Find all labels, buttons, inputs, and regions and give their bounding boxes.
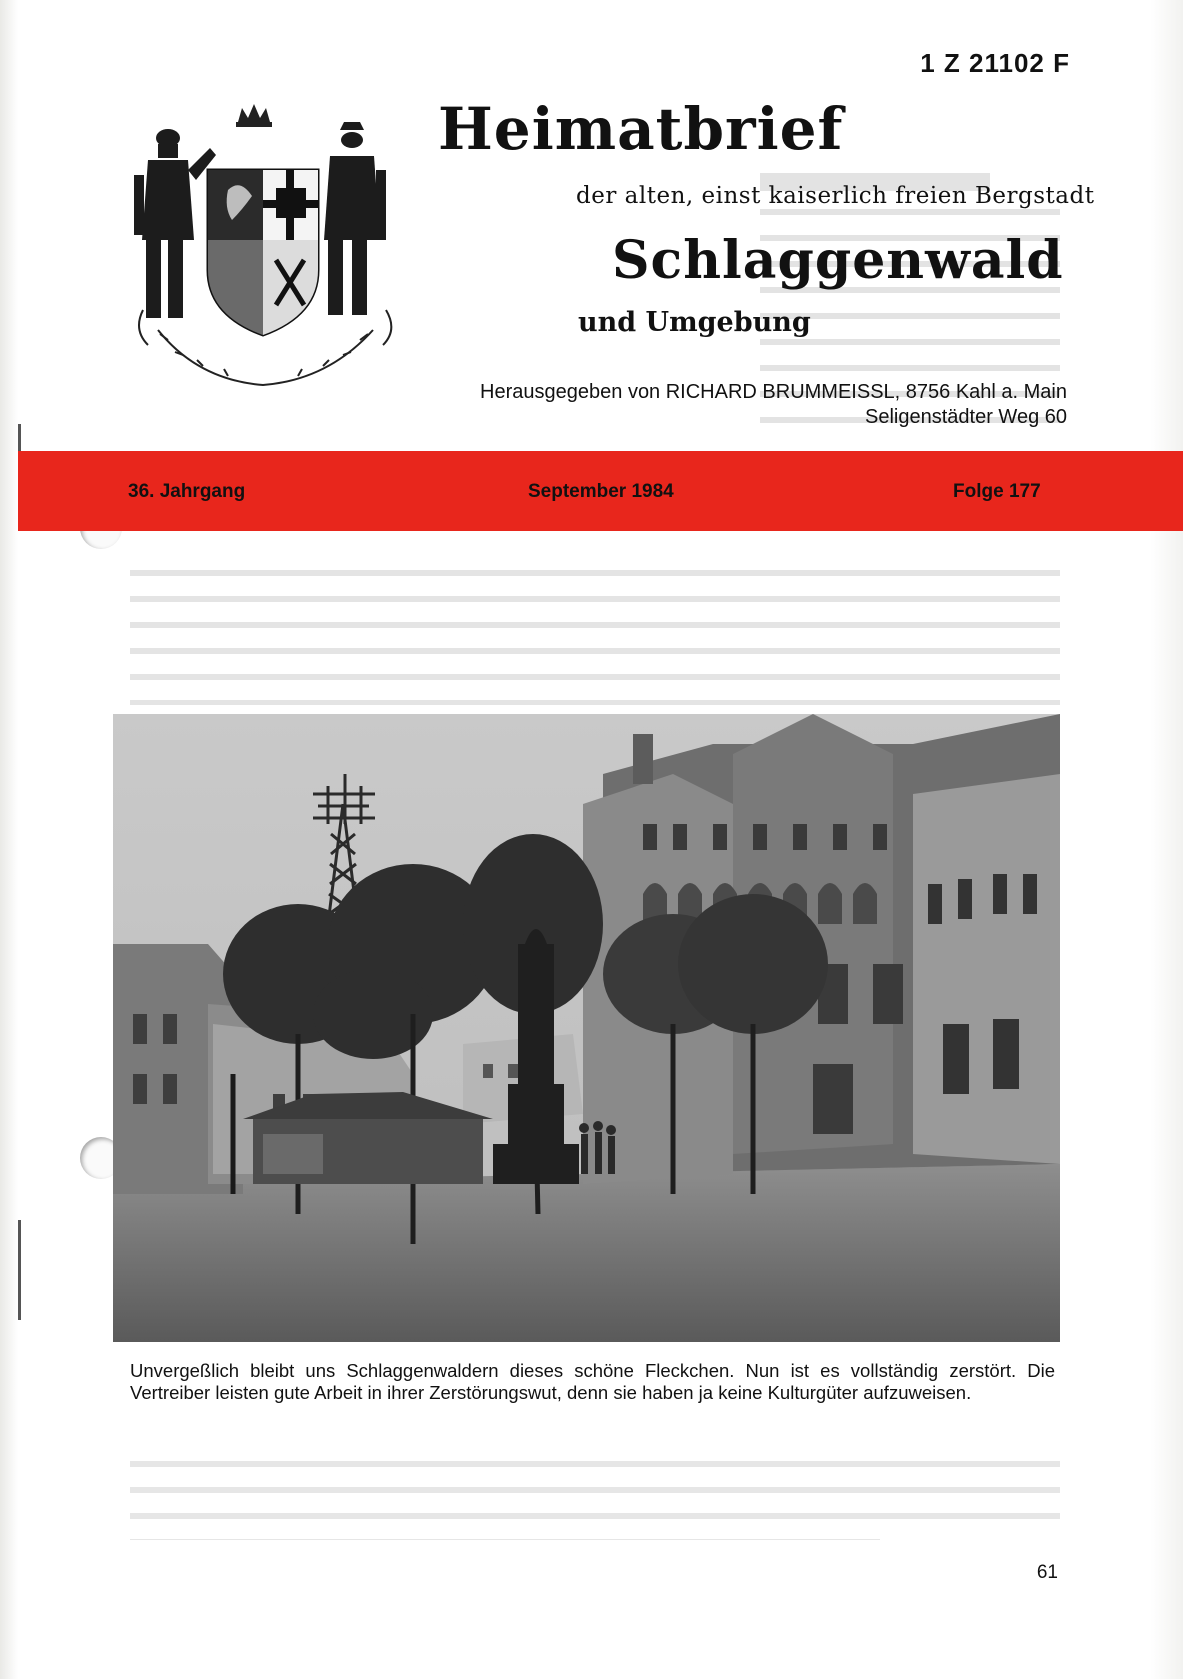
show-through-lines-bottom xyxy=(130,1455,1060,1540)
postal-serial-number: 1 Z 21102 F xyxy=(920,48,1070,78)
masthead-title: Heimatbrief xyxy=(438,95,844,163)
masthead-subtitle: der alten, einst kaiserlich freien Bergstadt xyxy=(576,183,1095,209)
staple-mark-bottom xyxy=(18,1220,21,1320)
town-name: Schlaggenwald xyxy=(612,230,1064,291)
shield-icon xyxy=(208,170,318,335)
volume-label: 36. Jahrgang xyxy=(128,481,246,502)
show-through-texture-bottom xyxy=(130,1430,1060,1540)
publisher-line-2: Seligenstädter Weg 60 xyxy=(865,406,1067,428)
show-through-lines-middle xyxy=(130,560,1060,705)
publisher-info xyxy=(480,380,1067,430)
crown-icon xyxy=(236,104,272,127)
page-number: 61 xyxy=(1036,1562,1058,1583)
issue-date: September 1984 xyxy=(528,481,674,502)
miner-figure-left xyxy=(134,129,216,318)
publisher-line-1: Herausgegeben von RICHARD BRUMMEISSL, 8756 Kahl a. Main xyxy=(480,381,1067,403)
photo-caption: Unvergeßlich bleibt uns Schlaggenwaldern dieses schöne Fleckchen. Nun ist es vollständig zerstört. Die Vertreiber leisten gute Arbeit in ihrer Zerstörungswut, denn sie haben ja keine Kulturgüter aufzuweisen. xyxy=(130,1360,1055,1403)
miner-figure-right xyxy=(324,122,386,315)
town-square-photo-illustration xyxy=(113,714,1060,1342)
town-square-photograph xyxy=(113,714,1060,1342)
show-through-texture-middle xyxy=(130,535,1060,705)
coat-of-arms-emblem xyxy=(128,100,408,400)
issue-number: Folge 177 xyxy=(953,481,1041,502)
region-name: und Umgebung xyxy=(578,307,811,338)
people-figures xyxy=(579,1121,616,1174)
